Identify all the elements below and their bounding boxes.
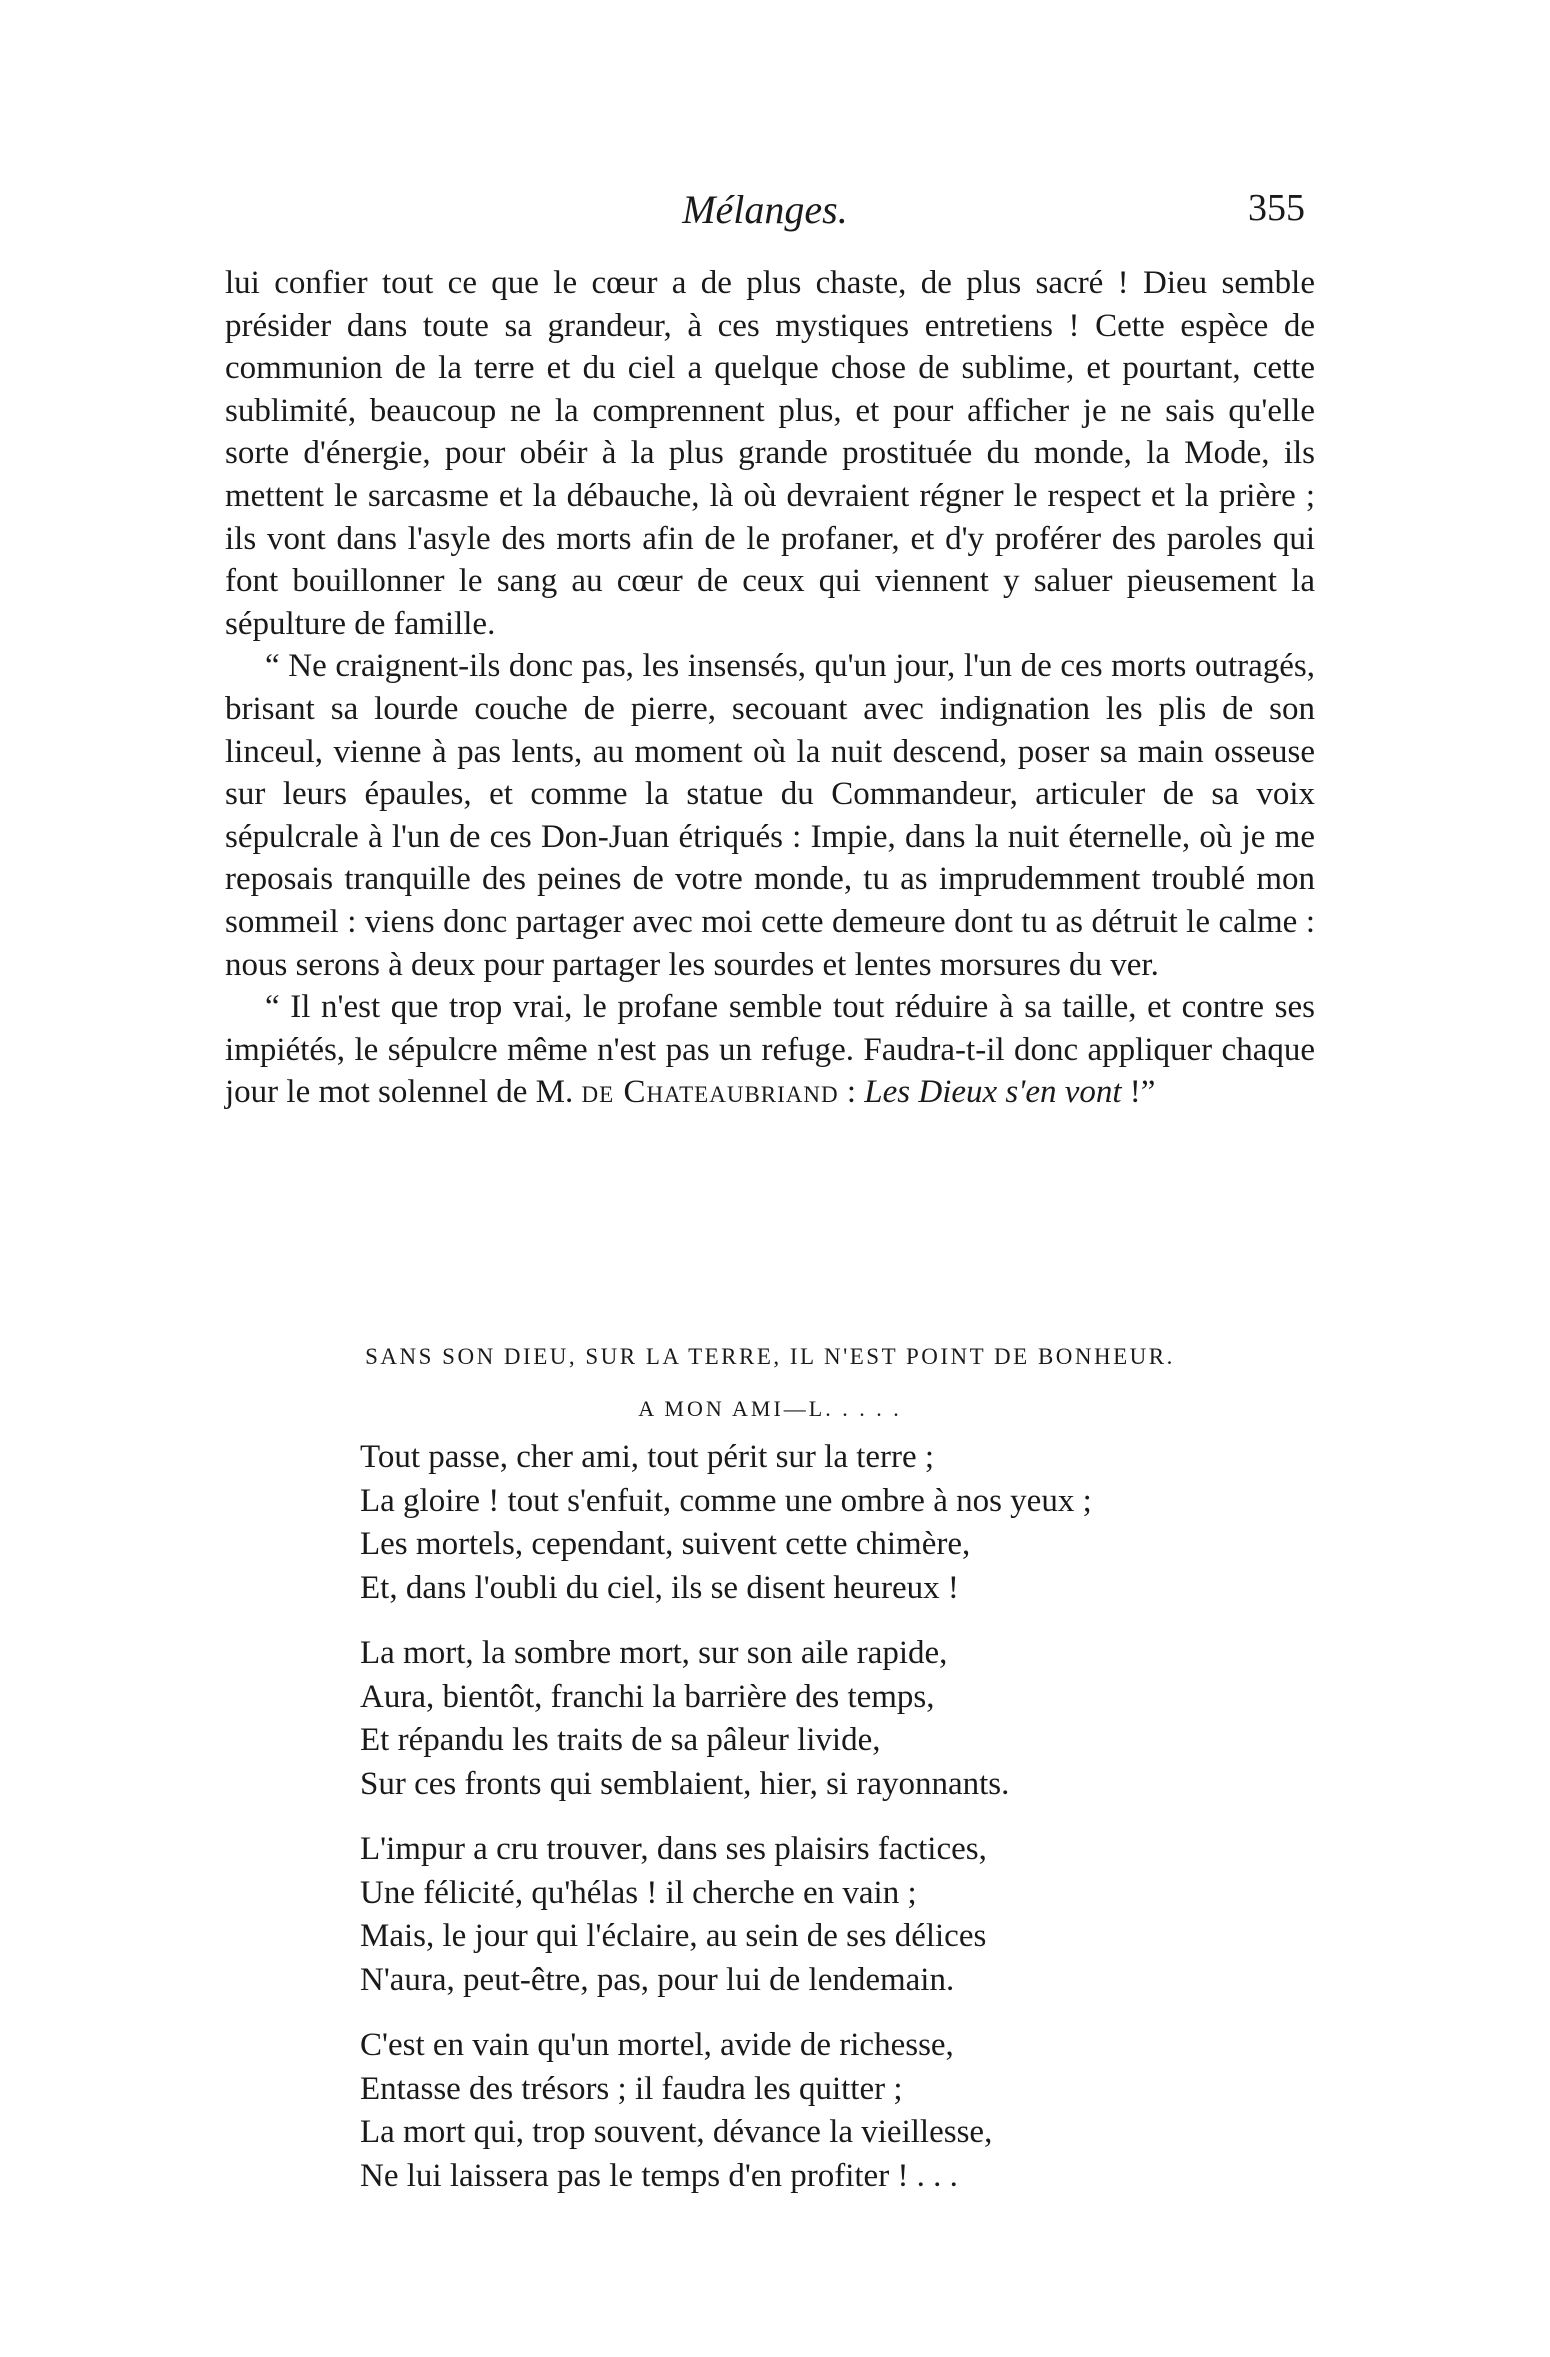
verse-line: L'impur a cru trouver, dans ses plaisirs factices, (360, 1831, 987, 1867)
poem-dedication: A MON AMI—L. . . . . (638, 1396, 902, 1421)
verse-line: Mais, le jour qui l'éclaire, au sein de ses délices (360, 1918, 987, 1954)
verse-line: Aura, bientôt, franchi la barrière des temps, (360, 1678, 935, 1715)
quotation: Les Dieux s'en vont (864, 1074, 1122, 1111)
stanza (360, 1632, 1260, 1806)
stanza (360, 1828, 1260, 2002)
paragraph-2: “ Ne craignent-ils donc pas, les insensés, qu'un jour, l'un de ces morts outragés, brisant sa lourde couche de pierre, secouant avec indignation les plis de son linceul, vienne à pas lents, au moment où la nuit descend, poser sa main osseuse sur leurs épaules, et comme la statue du Commandeur, articuler de sa voix sépulcrale à l'un de ces Don-Juan étriqués : Impie, dans la nuit éternelle, où je me reposais tranquille des peines de votre monde, tu as imprudemment troublé mon sommeil : viens donc partager avec moi cette demeure dont tu as détruit le calme : nous serons à deux pour partager les sourdes et lentes morsures du ver. (225, 648, 1315, 983)
paragraph-3-text: “ Il n'est que trop vrai, le profane semble tout réduire à sa taille, et contre ses impiétés, le sépulcre même n'est pas un refuge. Faudra-t-il donc appliquer chaque jour le mot solennel de M. (225, 989, 1315, 1111)
verse-line: Et répandu les traits de sa pâleur livide, (360, 1722, 881, 1758)
verse-line: Et, dans l'oubli du ciel, ils se disent heureux ! (360, 1569, 959, 1606)
verse-line: N'aura, peut-être, pas, pour lui de lendemain. (360, 1961, 955, 1998)
verse-line: Ne lui laissera pas le temps d'en profiter ! . . . (360, 2157, 958, 2194)
paragraph-1: lui confier tout ce que le cœur a de plus chaste, de plus sacré ! Dieu semble présider dans toute sa grandeur, à ces mystiques entretiens ! Cette espèce de communion de la terre et du ciel a quelque chose de sublime, et pourtant, cette sublimité, beaucoup ne la comprennent plus, et pour afficher je ne sais qu'elle sorte d'énergie, pour obéir à la plus grande prostituée du monde, la Mode, ils mettent le sarcasme et la débauche, là où devraient régner le respect et la prière ; ils vont dans l'asyle des morts afin de le profaner, et d'y proférer des paroles qui font bouillonner le sang au cœur de ceux qui viennent y saluer pieusement la sépulture de famille. (225, 265, 1315, 642)
stanza (360, 2024, 1260, 2198)
paragraph-3-end: !” (1121, 1074, 1156, 1111)
verse-line: Tout passe, cher ami, tout périt sur la terre ; (360, 1439, 935, 1475)
verse-line: C'est en vain qu'un mortel, avide de richesse, (360, 2027, 954, 2063)
verse-line: Les mortels, cependant, suivent cette chimère, (360, 1526, 971, 1562)
poem-title: SANS SON DIEU, SUR LA TERRE, IL N'EST POINT DE BONHEUR. (365, 1344, 1175, 1369)
paragraph-3-colon: : (838, 1074, 865, 1111)
verse-line: Sur ces fronts qui semblaient, hier, si rayonnants. (360, 1765, 1010, 1802)
verse-line: Une félicité, qu'hélas ! il cherche en vain ; (360, 1874, 917, 1911)
prose-text (225, 262, 1315, 1114)
page-header (225, 186, 1305, 246)
poem (360, 1436, 1260, 2220)
verse-line: La gloire ! tout s'enfuit, comme une ombre à nos yeux ; (360, 1482, 1092, 1519)
running-title: Mélanges. (682, 187, 848, 232)
verse-line: Entasse des trésors ; il faudra les quitter ; (360, 2070, 903, 2107)
verse-line: La mort, la sombre mort, sur son aile rapide, (360, 1635, 948, 1671)
stanza (360, 1436, 1260, 1610)
paragraph-3 (225, 986, 1315, 1114)
page-number: 355 (1248, 187, 1305, 229)
verse-line: La mort qui, trop souvent, dévance la vieillesse, (360, 2114, 993, 2150)
author-name: de Chateaubriand (581, 1074, 839, 1111)
